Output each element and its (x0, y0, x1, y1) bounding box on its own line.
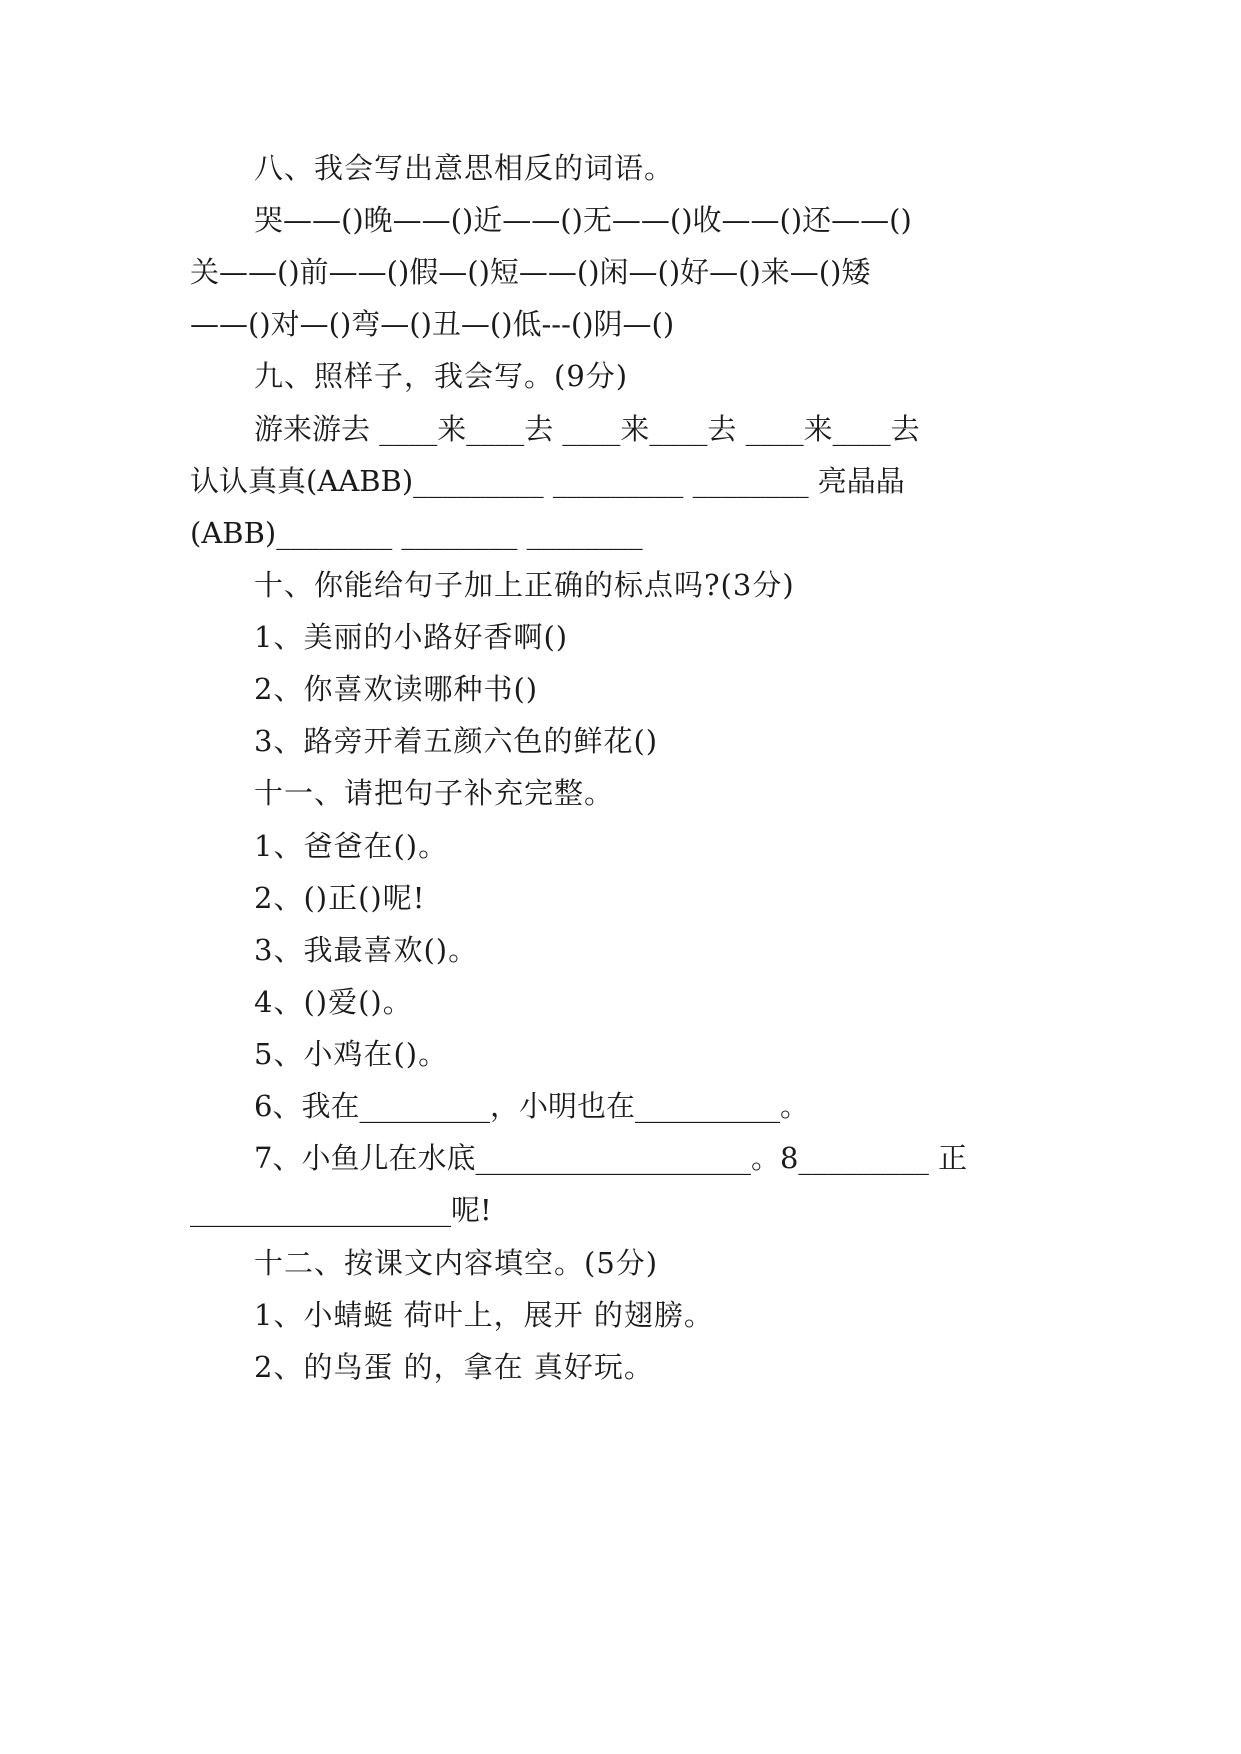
section-10-heading: 十、你能给句子加上正确的标点吗?(3分) (254, 568, 795, 602)
section-8-line-1: 哭——()晚——()近——()无——()收——()还——() (254, 203, 912, 237)
section-11-item-7: 7、小鱼儿在水底___________________。8_________ 正 (254, 1141, 968, 1175)
section-10-item-1: 1、美丽的小路好香啊() (254, 620, 569, 654)
section-11-item-2: 2、()正()呢! (254, 881, 426, 915)
section-8-line-3: ——()对—()弯—()丑—()低---()阴—() (190, 307, 675, 341)
section-11-item-4: 4、()爱()。 (254, 985, 413, 1019)
section-8-line-2: 关——()前——()假—()短——()闲—()好—()来—()矮 (190, 255, 871, 289)
section-10-item-2: 2、你喜欢读哪种书() (254, 672, 539, 706)
section-11-item-6: 6、我在_________，小明也在__________。 (254, 1089, 809, 1123)
section-10-item-3: 3、路旁开着五颜六色的鲜花() (254, 724, 659, 758)
section-9-heading: 九、照样子，我会写。(9分) (254, 359, 629, 393)
section-9-line-1: 游来游去 ____来____去 ____来____去 ____来____去 (254, 412, 920, 446)
section-12-item-1: 1、小蜻蜓 荷叶上，展开 的翅膀。 (254, 1298, 714, 1332)
section-9-line-2: 认认真真(AABB)_________ _________ ________ 亮晶晶 (190, 464, 905, 498)
section-12-item-2: 2、的鸟蛋 的，拿在 真好玩。 (254, 1350, 654, 1384)
section-11-item-3: 3、我最喜欢()。 (254, 933, 479, 967)
section-8-heading: 八、我会写出意思相反的词语。 (254, 151, 675, 185)
section-11-item-1: 1、爸爸在()。 (254, 829, 449, 863)
section-9-line-3: (ABB)________ ________ ________ (190, 516, 643, 550)
section-11-item-7-continued: __________________呢! (190, 1193, 492, 1227)
section-11-heading: 十一、请把句子补充完整。 (254, 776, 615, 810)
section-11-item-5: 5、小鸡在()。 (254, 1037, 449, 1071)
section-12-heading: 十二、按课文内容填空。(5分) (254, 1246, 659, 1280)
